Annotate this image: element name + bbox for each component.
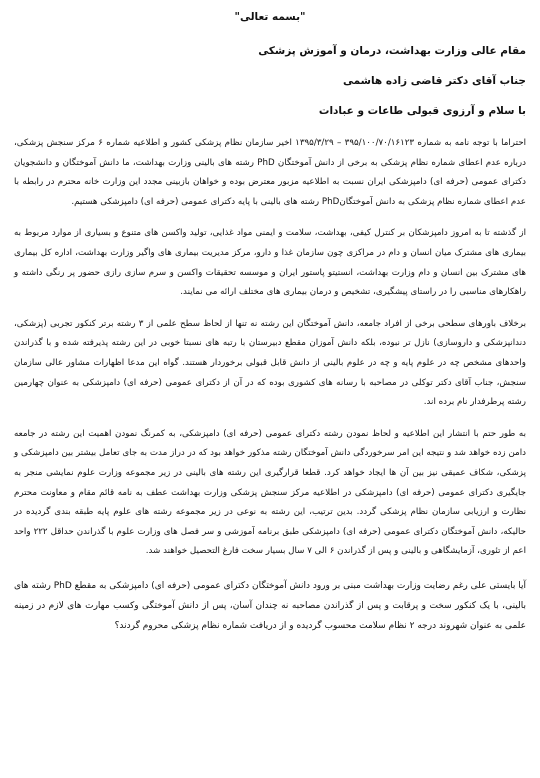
- paragraph-2: از گذشته تا به امروز دامپزشکان بر کنترل کیفی، بهداشت، سلامت و ایمنی مواد غذایی، تولید واکسن های متنوع و بسیاری از موارد مربوط به بیماری های مشترک میان انسان و دام در مراکزی چون سازمان غذا و دارو، مرکز مدیریت بیماری های واگیر وزارت بهداشت، اداره کل بیماری های مشترک بین انسان و دام وزارت بهداشت، انستیتو پاستور ایران و موسسه تحقیقات واکسن و سرم سازی رازی حضور پر رنگی داشته و راهکارهای مناسبی را در راستای پیشگیری، تشخیص و درمان بیماری های مختلف ارائه می نمایند.: [14, 228, 526, 298]
- recipient-org: مقام عالی وزارت بهداشت، درمان و آموزش پزشکی: [258, 45, 526, 57]
- paragraph-3: برخلاف باورهای سطحی برخی از افراد جامعه، دانش آموختگان این رشته نه تنها از لحاظ سطح علمی از ۳ رشته برتر کنکور تجربی (پزشکی، دندانپزشکی و داروسازی) نازل تر نبوده، بلکه دانش آموزان مقطع دبیرستان با رتبه های نسبتا خوبی در این رشته پذیرفته شده و با گذراندن واحدهای مشخص چه در علوم پایه و چه در علوم بالینی از دانش قابل قبولی برخوردار هستند. گواه این مدعا اظهارات مشاور عالی سازمان سنجش، جناب آقای دکتر توکلی در مصاحبه با رسانه های کشوری بوده که در آن از دکترای عمومی (حرفه ای) دامپزشکی به عنوان چهارمین رشته پرطرفدار نام برده اند.: [14, 318, 526, 408]
- document-title: "بسمه تعالی": [234, 11, 306, 23]
- greeting: با سلام و آرزوی قبولی طاعات و عبادات: [318, 105, 526, 117]
- paragraph-1: احتراما با توجه نامه به شماره ۳۹۵/۱۰۰/۷۰/۱۶۱۲۳ – ۱۳۹۵/۳/۲۹ اخیر سازمان نظام پزشکی کشور و اطلاعیه شماره ۶ مرکز سنجش پزشکی، درباره عدم اعطای شماره نظام پزشکی به برخی از دانش آموختگان PhD رشته های بالینی وزارت بهداشت، ما دانش آموختگان و دانشجویان دکترای عمومی (حرفه ای) دامپزشکی ایران نسبت به اطلاعیه مزبور معترض بوده و خواهان بازبینی مجدد این وزارت خانه محترم در رابطه با عدم اعطای شماره نظام پزشکی به دانش آموختگانPhD رشته های بالینی با پایه دکترای عمومی (حرفه ای) دامپزشکی هستیم.: [14, 138, 526, 207]
- paragraph-5: آیا بایستی علی رغم رضایت وزارت بهداشت مبنی بر ورود دانش آموختگان دکترای عمومی (حرفه ای) دامپزشکی به مقطع PhD رشته های بالینی، با یک کنکور سخت و پرقابت و پس از گذراندن مصاحبه نه چندان آسان، پس از دانش آموختگی وکسب مهارت های لازم در زمینه علمی به عنوان شهروند درجه ۲ نظام سلامت محسوب گردیده و از دریافت شماره نظام پزشکی محروم گردند؟: [14, 580, 527, 631]
- paragraph-4: به طور حتم با انتشار این اطلاعیه و لحاظ نمودن رشته دکترای عمومی (حرفه ای) دامپزشکی، به کمرنگ نمودن اهمیت این رشته در جامعه دامن زده خواهد شد و نتیجه این امر سرخوردگی دانش آموختگان رشته مذکور خواهد بود که در دراز مدت به جای تعامل بیشتر بین دامپزشکی و پزشکی، شکاف عمیقی نیز بین آن ها ایجاد خواهد کرد. قطعا قرارگیری این رشته های بالینی در زیر مجموعه وزارت علوم نمایشی منجر به جایگیری دکترای عمومی (حرفه ای) دامپزشکی در اطلاعیه مرکز سنجش پزشکی وزارت بهداشت عطف به نامه قائم مقام و معاونت محترم نظارت و ارزیابی سازمان نظام پزشکی گردد. بدین ترتیب، این رشته به نوعی در زیر مجموعه رشته های علوم پایه طبقه بندی گردیده در حالیکه، دانش آموختگان دکترای عمومی (حرفه ای) دامپزشکی طبق برنامه آموزشی و سر فصل های وزارت علوم با گذراندن حداقل ۲۲۲ واحد اعم از تئوری، آزمایشگاهی و بالینی و پس از گذراندن ۶ الی ۷ سال بسیار سخت فارغ التحصیل خواهند شد.: [14, 428, 526, 557]
- recipient-name: جناب آقای دکتر قاضی زاده هاشمی: [342, 75, 526, 87]
